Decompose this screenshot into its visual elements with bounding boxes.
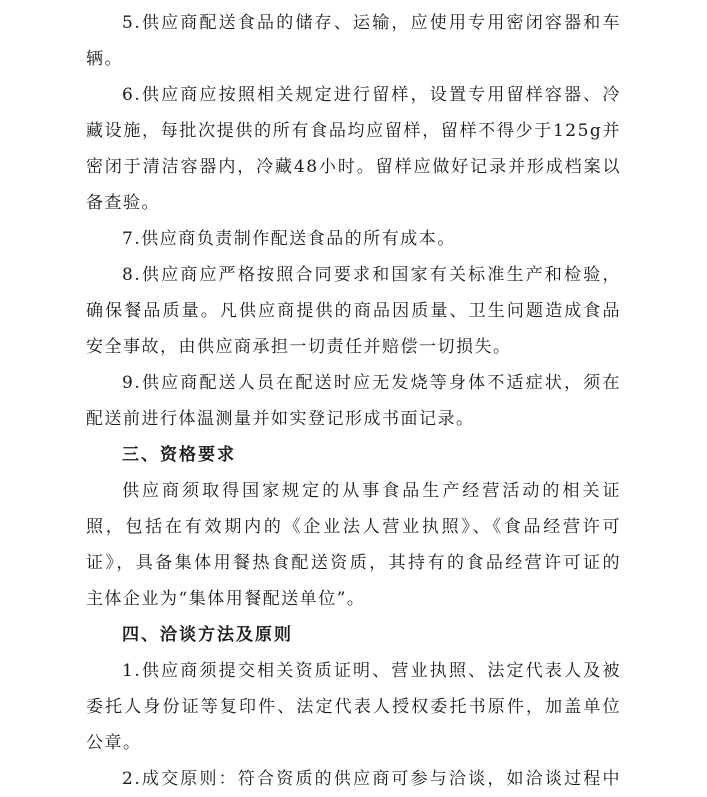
- item-8-line-2: 确保餐品质量。凡供应商提供的商品因质量、卫生问题造成食品: [86, 301, 621, 321]
- item-9-line-2: 配送前进行体温测量并如实登记形成书面记录。: [86, 409, 475, 429]
- item-5-line-1: 5.供应商配送食品的储存、运输，应使用专用密闭容器和车: [122, 13, 621, 33]
- negotiation-item-1-line-3: 公章。: [86, 733, 142, 753]
- qualifications-line-2: 照，包括在有效期内的《企业法人营业执照》、《食品经营许可: [86, 517, 621, 537]
- item-7-line-1: 7.供应商负责制作配送食品的所有成本。: [122, 229, 456, 249]
- item-9-line-1: 9.供应商配送人员在配送时应无发烧等身体不适症状，须在: [122, 373, 621, 393]
- item-6-line-3: 密闭于清洁容器内，冷藏48小时。留样应做好记录并形成档案以: [86, 157, 621, 177]
- item-6-line-1: 6.供应商应按照相关规定进行留样，设置专用留样容器、冷: [122, 85, 621, 105]
- negotiation-item-2-line-1: 2.成交原则：符合资质的供应商可参与洽谈，如洽谈过程中: [122, 769, 621, 789]
- qualifications-line-1: 供应商须取得国家规定的从事食品生产经营活动的相关证: [122, 481, 621, 501]
- qualifications-line-4: 主体企业为“集体用餐配送单位”。: [86, 589, 366, 609]
- item-6-line-2: 藏设施，每批次提供的所有食品均应留样，留样不得少于125g并: [86, 121, 621, 141]
- section-heading-qualifications: 三、资格要求: [122, 445, 236, 465]
- qualifications-line-3: 证》，具备集体用餐热食配送资质，其持有的食品经营许可证的: [86, 553, 621, 573]
- negotiation-item-1-line-2: 委托人身份证等复印件、法定代表人授权委托书原件，加盖单位: [86, 697, 621, 717]
- item-5-line-2: 辆。: [86, 49, 123, 69]
- item-6-line-4: 备查验。: [86, 193, 160, 213]
- section-heading-negotiation: 四、洽谈方法及原则: [122, 625, 293, 645]
- negotiation-item-1-line-1: 1.供应商须提交相关资质证明、营业执照、法定代表人及被: [122, 661, 621, 681]
- item-8-line-1: 8.供应商应严格按照合同要求和国家有关标准生产和检验，: [122, 265, 621, 285]
- item-8-line-3: 安全事故，由供应商承担一切责任并赔偿一切损失。: [86, 337, 512, 357]
